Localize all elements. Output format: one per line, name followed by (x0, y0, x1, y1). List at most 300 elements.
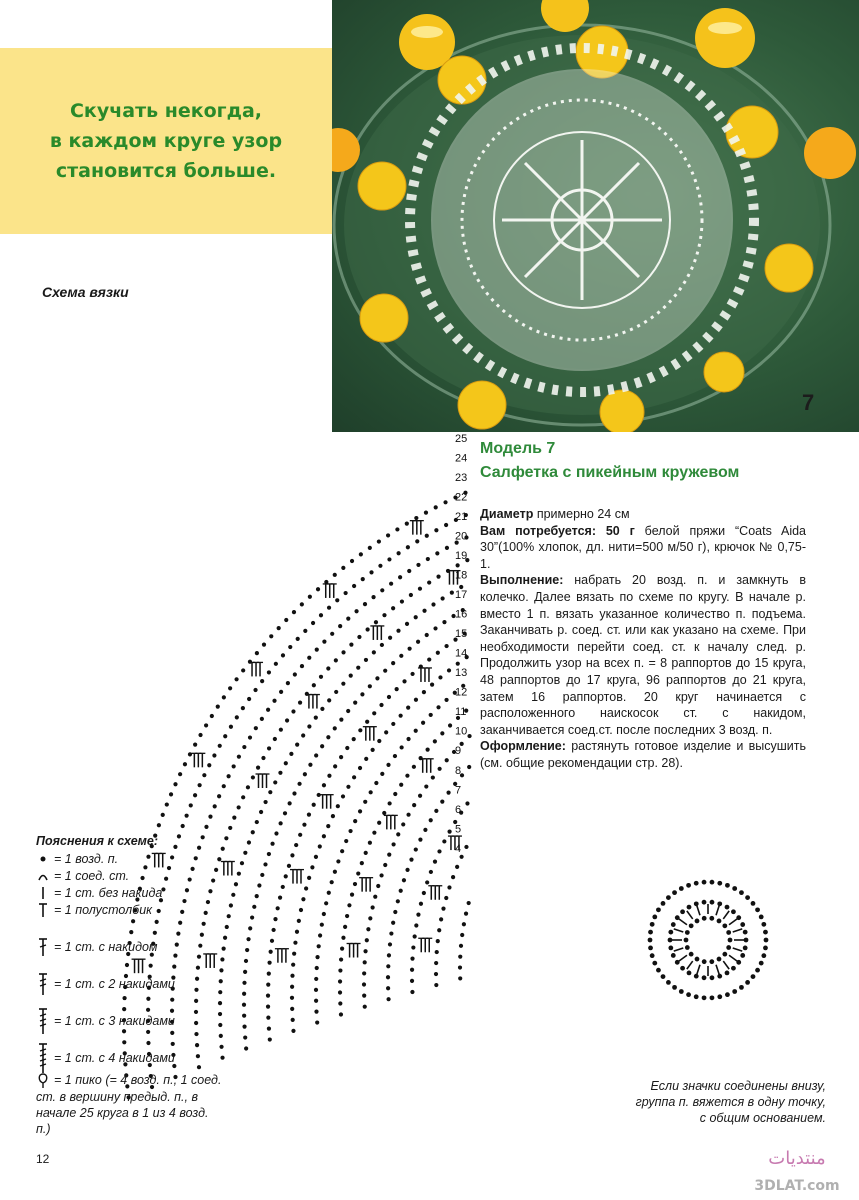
chain-dot (431, 775, 435, 779)
chain-dot (317, 944, 321, 948)
chain-dot (296, 637, 300, 641)
chain-dot (405, 868, 409, 872)
chain-dot (284, 761, 288, 765)
chain-dot (267, 746, 271, 750)
chain-dot (751, 901, 756, 906)
chain-dot (298, 700, 302, 704)
chain-dot (157, 823, 161, 827)
chain-dot (411, 945, 415, 949)
chain-dot (395, 527, 399, 531)
chain-dot (300, 602, 304, 606)
chain-dot (237, 805, 241, 809)
chain-dot (161, 813, 165, 817)
execution-value: набрать 20 возд. п. и замкнуть в колечко. Далее вязать по схеме по кругу. В начале р. вместо 1 п. вязать указанное количество п. подъема. Заканчивать р. соед. ст. или как указано на схеме. При необходимости перейти соед. ст. к началу след. р. Продолжить узор на всех п. = 8 раппортов до 15 круга, 48 раппортов до 17 круга, 96 раппортов до 21 круга, затем 16 раппортов. 20 круг начинается с расположенного наискосок ст. с накидом, заканчивается соед.ст. после последних 3 возд. п. (480, 573, 806, 737)
chain-dot (274, 662, 278, 666)
footnote: Если значки соединены внизу, группа п. вяжется в одну точку, с общим основанием. (635, 1079, 826, 1125)
chain-dot (266, 983, 270, 987)
chain-dot (291, 1029, 295, 1033)
chain-dot (267, 961, 271, 965)
chain-dot (755, 907, 760, 912)
chain-dot (315, 955, 319, 959)
chain-dot (227, 774, 231, 778)
chain-dot (386, 964, 390, 968)
chain-dot (335, 598, 339, 602)
chain-dot (326, 735, 330, 739)
chain-dot (416, 640, 420, 644)
chain-dot (193, 793, 197, 797)
chain-dot (437, 928, 441, 932)
chain-dot (389, 582, 393, 586)
chain-dot (360, 861, 364, 865)
chain-dot (244, 959, 248, 963)
stitch-mark (679, 919, 687, 925)
chain-dot (393, 910, 397, 914)
chain-dot (763, 945, 768, 950)
chain-dot (333, 573, 337, 577)
chain-dot (694, 994, 699, 999)
chain-dot (386, 763, 390, 767)
chain-dot (255, 651, 259, 655)
chain-dot (434, 505, 438, 509)
chain-dot (732, 989, 737, 994)
chain-dot (376, 884, 380, 888)
watermark-line1: منتديات (768, 1148, 826, 1169)
chain-dot (354, 609, 358, 613)
chain-dot (444, 523, 448, 527)
chain-dot (661, 974, 666, 979)
chain-dot (375, 676, 379, 680)
chain-dot (372, 650, 376, 654)
chain-dot (438, 675, 442, 679)
chain-dot (267, 670, 271, 674)
chain-dot (341, 794, 345, 798)
chain-dot (344, 839, 348, 843)
legend-item-text: = 1 ст. с 2 накидами (54, 976, 175, 991)
chain-dot (229, 725, 233, 729)
chain-dot (393, 792, 397, 796)
chain-dot (363, 960, 367, 964)
chain-dot (445, 758, 449, 762)
round-number-label: 23 (455, 472, 468, 485)
chain-dot (312, 683, 316, 687)
chain-dot (333, 726, 337, 730)
chain-dot (686, 992, 691, 997)
chain-dot (369, 570, 373, 574)
chain-dot (267, 852, 271, 856)
round-number-label: 15 (455, 628, 468, 641)
stitch-mark (729, 955, 737, 961)
chain-dot (434, 972, 438, 976)
chain-dot (414, 847, 418, 851)
chain-dot (364, 757, 368, 761)
round-number-label: 20 (455, 530, 468, 543)
chain-dot (761, 922, 766, 927)
stitch-mark (723, 961, 729, 969)
chain-dot (338, 624, 342, 628)
chain-dot (213, 804, 217, 808)
chain-dot (243, 851, 247, 855)
chain-dot (254, 726, 258, 730)
chain-dot (414, 698, 418, 702)
scheme-title: Схема вязки (42, 284, 129, 300)
chain-dot (379, 873, 383, 877)
chain-dot (399, 714, 403, 718)
chain-dot (193, 743, 197, 747)
chain-dot (307, 813, 311, 817)
legend-item (36, 867, 226, 884)
chain-dot (743, 930, 748, 935)
chain-dot (300, 664, 304, 668)
chain-dot (396, 899, 400, 903)
chain-dot (431, 602, 435, 606)
chain-dot (410, 957, 414, 961)
round-number-label: 11 (455, 706, 467, 719)
chain-dot (356, 871, 360, 875)
chain-dot (695, 919, 700, 924)
chain-dot (387, 853, 391, 857)
chain-dot (292, 952, 296, 956)
model-number: Модель 7 (480, 440, 556, 457)
chain-dot (388, 942, 392, 946)
chain-dot (377, 739, 381, 743)
chain-dot (444, 896, 448, 900)
chain-dot (347, 903, 351, 907)
chain-dot (406, 706, 410, 710)
chain-dot (429, 818, 433, 822)
chain-dot (241, 706, 245, 710)
watermark-line2: 3DLAT.com (754, 1178, 840, 1194)
chain-dot (434, 528, 438, 532)
chain-dot (326, 666, 330, 670)
chain-dot (314, 753, 318, 757)
chain-dot (410, 968, 414, 972)
chain-dot (425, 880, 429, 884)
round-number-label: 12 (455, 686, 468, 699)
chain-dot (281, 653, 285, 657)
chain-dot (419, 902, 423, 906)
chain-dot (425, 534, 429, 538)
chain-dot (710, 900, 715, 905)
chain-dot (242, 981, 246, 985)
finishing-value: растянуть готовое изделие и высушить (см. общие рекомендации стр. 28). (480, 739, 806, 770)
chain-dot (650, 922, 655, 927)
chain-dot (358, 728, 362, 732)
chain-dot (402, 878, 406, 882)
chain-dot (679, 989, 684, 994)
chain-dot (222, 784, 226, 788)
chain-dot (410, 672, 414, 676)
chain-dot (717, 974, 722, 979)
chain-dot (413, 934, 417, 938)
chain-dot (459, 944, 463, 948)
chain-dot (307, 656, 311, 660)
chain-dot (440, 800, 444, 804)
chain-dot (273, 737, 277, 741)
chain-dot (234, 677, 238, 681)
chain-dot (307, 876, 311, 880)
chain-dot (399, 654, 403, 658)
chain-dot (281, 885, 285, 889)
chain-dot (169, 792, 173, 796)
chain-dot (358, 766, 362, 770)
chain-dot (443, 500, 447, 504)
chain-dot (326, 824, 330, 828)
chain-dot (368, 916, 372, 920)
legend-item (36, 850, 226, 867)
watermark-logo (741, 1134, 853, 1196)
chain-dot (418, 587, 422, 591)
legend-item (36, 884, 226, 901)
chain-dot (652, 914, 657, 919)
chain-dot (294, 843, 298, 847)
chain-dot (243, 970, 247, 974)
chain-dot (433, 626, 437, 630)
chain-dot (304, 886, 308, 890)
chain-dot (324, 901, 328, 905)
chain-dot (445, 546, 449, 550)
chain-dot (423, 828, 427, 832)
chain-dot (434, 983, 438, 987)
chain-dot (464, 912, 468, 916)
chain-dot (362, 994, 366, 998)
chain-dot (253, 688, 257, 692)
chain-dot (272, 699, 276, 703)
chain-dot (412, 803, 416, 807)
chain-dot (319, 613, 323, 617)
chain-dot (353, 819, 357, 823)
chain-dot (242, 1025, 246, 1029)
legend-item-text: = 1 ст. с 3 накидами (54, 1013, 175, 1028)
chain-dot (447, 885, 451, 889)
chain-dot (458, 955, 462, 959)
chain-dot (436, 575, 440, 579)
round-number-label: 21 (455, 511, 468, 524)
round-number-label: 18 (455, 569, 468, 582)
chain-dot (731, 909, 736, 914)
chain-dot (710, 995, 715, 1000)
chain-dot (366, 627, 370, 631)
chain-dot (235, 715, 239, 719)
chain-dot (270, 842, 274, 846)
chain-dot (709, 916, 714, 921)
chain-dot (448, 723, 452, 727)
chain-dot (434, 809, 438, 813)
chain-dot (237, 872, 241, 876)
chain-dot-icon (36, 855, 50, 863)
treble-crochet-2-icon (36, 972, 50, 996)
chain-dot (242, 745, 246, 749)
chain-dot (680, 909, 685, 914)
chain-dot (414, 615, 418, 619)
chain-dot (255, 820, 259, 824)
chain-dot (293, 672, 297, 676)
chain-dot (183, 762, 187, 766)
model-name: Салфетка с пикейным кружевом (480, 464, 740, 481)
chain-dot (222, 695, 226, 699)
chain-dot (340, 849, 344, 853)
chain-dot (726, 945, 731, 950)
chain-dot (361, 577, 365, 581)
chain-dot (371, 748, 375, 752)
execution-label: Выполнение: (480, 573, 564, 588)
round-number-label: 13 (455, 667, 468, 680)
chain-dot (350, 559, 354, 563)
single-crochet-icon (36, 886, 50, 900)
chain-dot (346, 785, 350, 789)
chain-dot (336, 804, 340, 808)
chain-dot (198, 783, 202, 787)
chain-dot (363, 949, 367, 953)
chain-dot (319, 675, 323, 679)
round-number-label: 6 (455, 803, 462, 816)
chain-dot (291, 963, 295, 967)
chain-dot (229, 903, 233, 907)
chain-dot (252, 905, 256, 909)
round-number-label: 8 (455, 764, 462, 777)
chain-dot (672, 985, 677, 990)
chain-dot (717, 901, 722, 906)
chain-dot (371, 595, 375, 599)
chain-dot (467, 765, 471, 769)
chain-dot (702, 916, 707, 921)
chain-dot (291, 709, 295, 713)
chain-dot (218, 744, 222, 748)
need-amount: 50 г (596, 523, 635, 538)
chain-dot (256, 766, 260, 770)
half-double-crochet-icon (36, 902, 50, 918)
chain-dot (739, 890, 744, 895)
chain-dot (266, 994, 270, 998)
chain-dot (435, 950, 439, 954)
chain-dot (301, 733, 305, 737)
chain-dot (314, 855, 318, 859)
chain-dot (210, 714, 214, 718)
chain-dot (422, 690, 426, 694)
chain-dot (391, 606, 395, 610)
chain-dot (338, 990, 342, 994)
chain-dot (189, 803, 193, 807)
chain-dot (425, 633, 429, 637)
chain-dot (446, 791, 450, 795)
chain-dot (656, 907, 661, 912)
chain-dot (330, 632, 334, 636)
chain-dot (374, 620, 378, 624)
chain-dot (285, 718, 289, 722)
chain-dot (717, 919, 722, 924)
legend-item (36, 975, 226, 992)
legend-item (36, 938, 226, 955)
chain-dot (405, 622, 409, 626)
chain-dot (198, 733, 202, 737)
chain-dot (202, 773, 206, 777)
chain-dot (695, 957, 700, 962)
stitch-mark (697, 906, 700, 916)
stitch-mark (687, 911, 693, 919)
chain-dot (341, 566, 345, 570)
chain-dot (350, 893, 354, 897)
chain-dot (415, 539, 419, 543)
chain-dot (467, 901, 471, 905)
chain-dot (320, 923, 324, 927)
chain-dot (728, 938, 733, 943)
chain-dot (717, 957, 722, 962)
chain-dot (287, 864, 291, 868)
chain-dot (400, 745, 404, 749)
chain-dot (427, 580, 431, 584)
stitch-mark (674, 948, 684, 951)
chain-dot (418, 794, 422, 798)
chain-dot (462, 922, 466, 926)
chain-dot (456, 563, 460, 567)
chain-dot (349, 673, 353, 677)
chain-dot (373, 895, 377, 899)
chain-dot (290, 996, 294, 1000)
chain-dot (387, 953, 391, 957)
round-number-label: 22 (455, 491, 468, 504)
chain-dot (292, 791, 296, 795)
chain-dot (666, 980, 671, 985)
chain-dot (387, 557, 391, 561)
chain-dot (416, 912, 420, 916)
chain-dot (648, 930, 653, 935)
chain-dot (725, 905, 730, 910)
chain-dot (274, 831, 278, 835)
chain-dot (232, 816, 236, 820)
chain-dot (314, 1010, 318, 1014)
chain-dot (314, 977, 318, 981)
chain-dot (368, 546, 372, 550)
chain-dot (248, 926, 252, 930)
chain-dot (241, 668, 245, 672)
chain-dot (290, 1007, 294, 1011)
chain-dot (312, 803, 316, 807)
chain-dot (234, 882, 238, 886)
chain-dot (231, 893, 235, 897)
chain-dot (232, 764, 236, 768)
chain-dot (359, 552, 363, 556)
chain-dot (357, 635, 361, 639)
chain-dot (369, 790, 373, 794)
chain-dot (286, 681, 290, 685)
chain-dot (268, 1037, 272, 1041)
chain-dot (204, 825, 208, 829)
chain-dot (262, 643, 266, 647)
chain-dot (181, 824, 185, 828)
chain-dot (402, 679, 406, 683)
chain-dot (242, 1014, 246, 1018)
chain-dot (679, 886, 684, 891)
chain-dot (447, 668, 451, 672)
chain-dot (267, 1026, 271, 1030)
chain-dot (745, 895, 750, 900)
stitch-mark (716, 906, 719, 916)
chain-dot (459, 855, 463, 859)
chain-dot (244, 1046, 248, 1050)
chain-dot (327, 606, 331, 610)
chain-dot (434, 961, 438, 965)
chain-dot (460, 933, 464, 937)
stitch-mark (733, 948, 743, 951)
chain-dot (246, 937, 250, 941)
chain-dot (465, 801, 469, 805)
chain-dot (439, 917, 443, 921)
chain-dot (751, 974, 756, 979)
chain-dot (399, 783, 403, 787)
chain-dot (352, 775, 356, 779)
chain-dot (327, 891, 331, 895)
chain-dot (410, 979, 414, 983)
stitch-mark (679, 955, 687, 961)
